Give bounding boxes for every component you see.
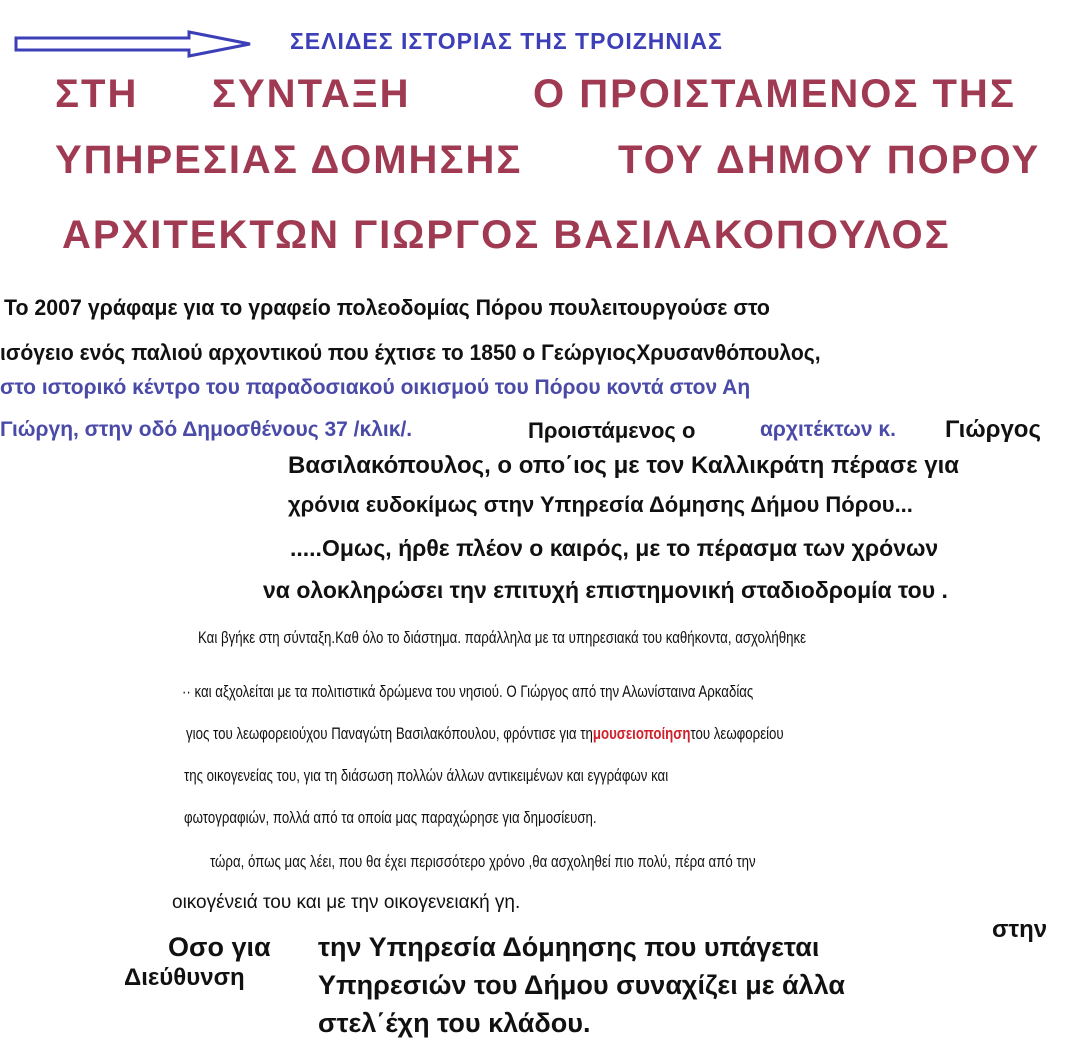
para1-line4d: Γιώργος <box>945 416 1041 443</box>
para3-line1a: Οσο για <box>168 932 271 962</box>
para3-line2a: Διεύθυνση <box>124 964 245 991</box>
para2-line4: της οικογενείας του, για τη διάσωση πολλών άλλων αντικειμένων και εγγράφων και <box>184 766 669 785</box>
title-line-2a: ΥΠΗΡΕΣΙΑΣ ΔΟΜΗΣΗΣ <box>55 138 523 182</box>
para1-line3: στο ιστορικό κέντρο του παραδοσιακού οικισμού του Πόρου κοντά στον Αη <box>0 376 751 399</box>
para2-line5: φωτογραφιών, πολλά από τα οποία μας παραχώρησε για δημοσίευση. <box>184 808 597 827</box>
para3-line1b: την Υπηρεσία Δόμηησης που υπάγεται <box>318 932 820 962</box>
title-line-3: ΑΡΧΙΤΕΚΤΩΝ ΓΙΩΡΓΟΣ ΒΑΣΙΛΑΚΟΠΟΥΛΟΣ <box>62 213 951 257</box>
para1-line1: Το 2007 γράφαμε για το γραφείο πολεοδομίας Πόρου πουλειτουργούσε στο <box>4 295 770 320</box>
right-arrow-icon <box>14 30 254 58</box>
title-word-1: ΣΤΗ <box>55 72 139 116</box>
title-word-3: Ο ΠΡΟΙΣΤΑΜΕΝΟΣ ΤΗΣ <box>533 72 1016 116</box>
page-header: ΣΕΛΙΔΕΣ ΙΣΤΟΡΙΑΣ ΤΗΣ ΤΡΟΙΖΗΝΙΑΣ <box>290 28 723 54</box>
para3-line1c: στην <box>992 916 1048 943</box>
para1-line4b: Προιστάμενος ο <box>528 418 696 443</box>
para2-line1: Και βγήκε στη σύνταξη.Καθ όλο το διάστημα. παράλληλα με τα υπηρεσιακά του καθήκοντα, ασχολήθηκε <box>198 628 807 647</box>
para3-line3: στελ΄έχη του κλάδου. <box>318 1008 591 1038</box>
title-line-2b: ΤΟΥ ΔΗΜΟΥ ΠΟΡΟΥ <box>618 138 1041 182</box>
para1-line6: χρόνια ευδοκίμως στην Υπηρεσία Δόμησης Δήμου Πόρου... <box>288 492 913 517</box>
para2-line3: γιος του λεωφορειούχου Παναγώτη Βασιλακόπουλου, φρόντισε για τημουσειοποίησητου λεωφορείου <box>186 724 784 743</box>
para2-line2: ·· και αξχολείται με τα πολιτιστικά δρώμενα του νησιού. Ο Γιώργος από την Αλωνίσταινα Αρκαδίας <box>182 682 754 701</box>
para1-line7: .....Ομως, ήρθε πλέον ο καιρός, με το πέρασμα των χρόνων <box>290 535 939 561</box>
highlight-word: μουσειοποίηση <box>592 724 691 743</box>
para3-line2b: Υπηρεσιών του Δήμου συναχίζει με άλλα <box>318 970 845 1000</box>
para1-line4c: αρχιτέκτων κ. <box>760 418 896 441</box>
para1-line2: ισόγειο ενός παλιού αρχοντικού που έχτισε το 1850 ο ΓεώργιοςΧρυσανθόπουλος, <box>0 340 821 365</box>
para1-line5: Βασιλακόπουλος, ο οπο΄ιος με τον Καλλικράτη πέρασε για <box>288 452 960 479</box>
para2-line6: τώρα, όπως μας λέει, που θα έχει περισσότερο χρόνο ,θα ασχοληθεί πιο πολύ, πέρα από την <box>210 852 756 871</box>
para2-line7: οικογένειά του και με την οικογενειακή γη. <box>172 892 521 913</box>
title-word-2: ΣΥΝΤΑΞΗ <box>212 72 411 116</box>
para1-line4a: Γιώργη, στην οδό Δημοσθένους 37 /κλικ/. <box>0 418 413 441</box>
para1-line8: να ολοκληρώσει την επιτυχή επιστημονική σταδιοδρομία του . <box>263 577 948 603</box>
